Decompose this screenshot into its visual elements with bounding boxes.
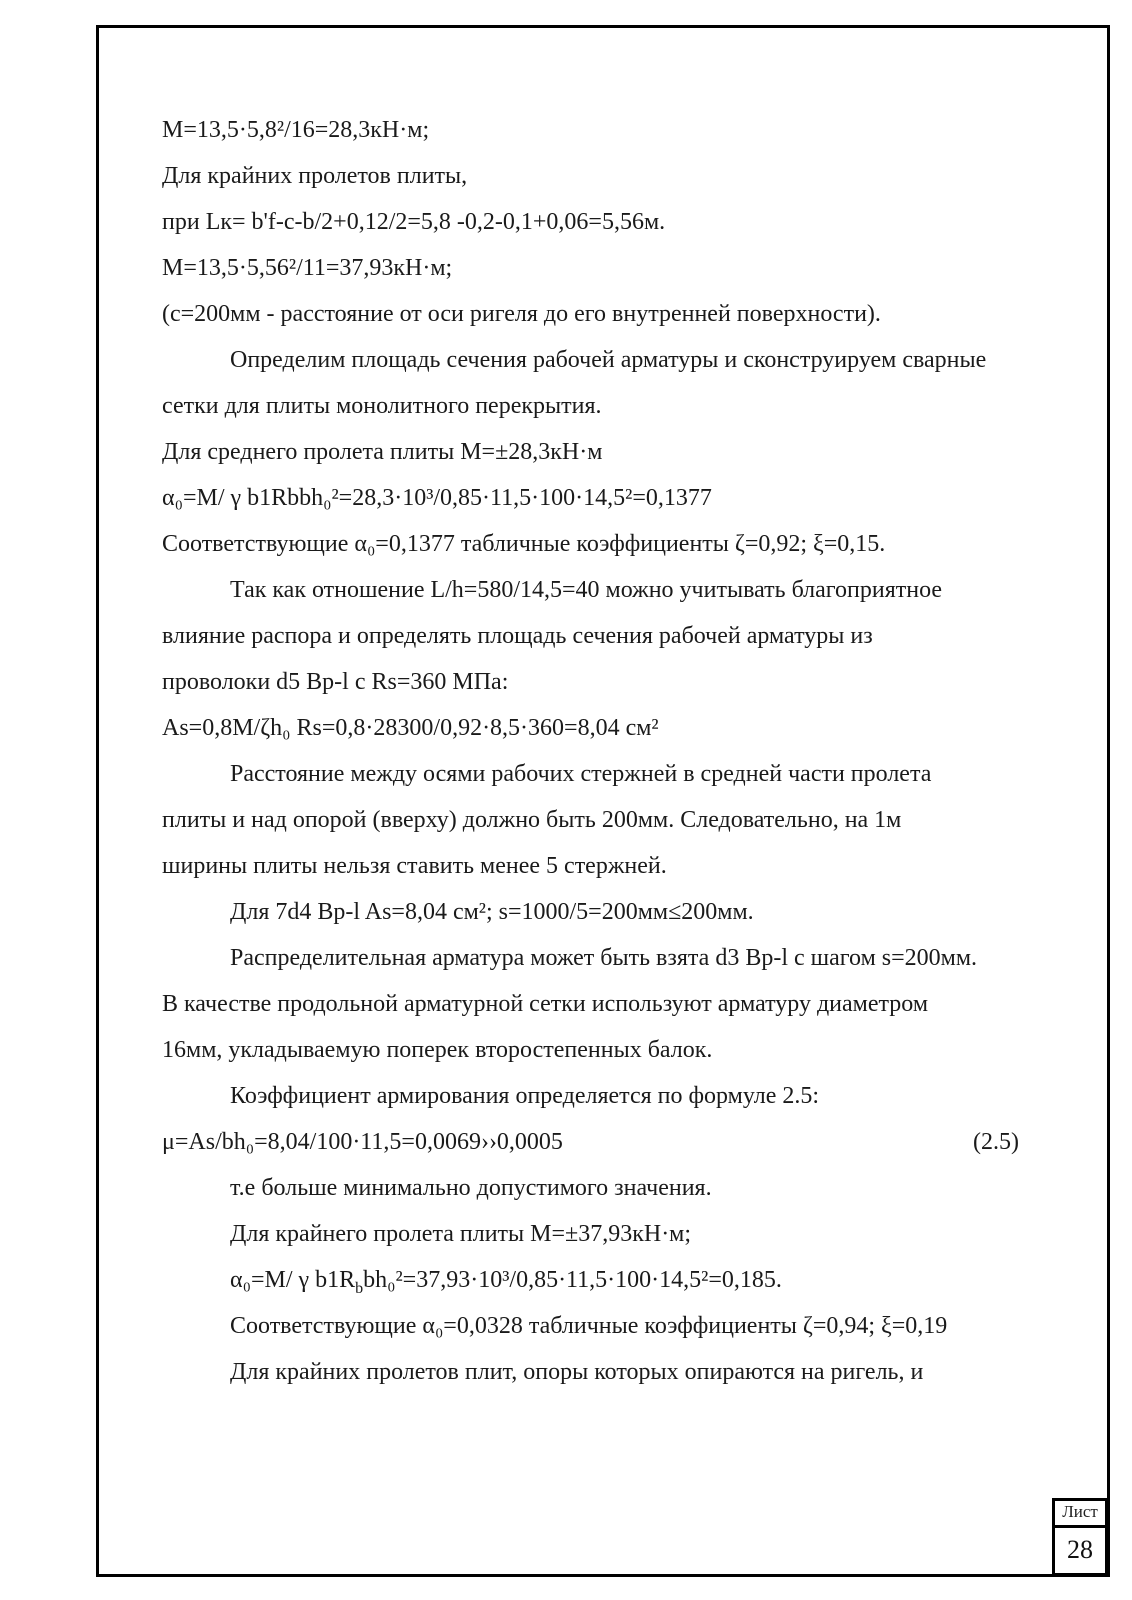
text-line: Для крайнего пролета плиты M=±37,93кН·м; bbox=[230, 1221, 692, 1247]
formula-line: α₀=M/ γ b1Rbbh₀²=28,3·10³/0,85·11,5·100·14,5²=0,1377 bbox=[162, 485, 712, 511]
text-line: сетки для плиты монолитного перекрытия. bbox=[162, 393, 602, 419]
sheet-label: Лист bbox=[1055, 1501, 1105, 1528]
equation-row bbox=[162, 1119, 1082, 1165]
text-line: Соответствующие α₀=0,0328 табличные коэффициенты ζ=0,94; ξ=0,19 bbox=[230, 1313, 948, 1339]
text-line: ширины плиты нельзя ставить менее 5 стержней. bbox=[162, 853, 667, 879]
formula-line: α₀=M/ γ $b1R_bbh_0^2=37,93\cdot 10^3/0,85\cdot 11,5\cdot 100\cdot 14,5^2=0,185$. bbox=[230, 1267, 782, 1297]
text-line: Распределительная арматура может быть взята d3 Bp-l с шагом s=200мм. bbox=[230, 945, 978, 971]
text-line: Для 7d4 Bp-l As=8,04 см²; s=1000/5=200мм≤200мм. bbox=[230, 899, 754, 925]
text-line: Расстояние между осями рабочих стержней в средней части пролета bbox=[230, 761, 932, 787]
text-line: т.е больше минимально допустимого значения. bbox=[230, 1175, 712, 1201]
text-line: Для крайних пролетов плит, опоры которых опираются на ригель, и bbox=[230, 1359, 924, 1385]
equation-number: (2.5) bbox=[973, 1129, 1019, 1155]
text-line: влияние распора и определять площадь сечения рабочей арматуры из bbox=[162, 623, 873, 649]
text-line: плиты и над опорой (вверху) должно быть 200мм. Следовательно, на 1м bbox=[162, 807, 902, 833]
text-line: при Lк= b'f-c-b/2+0,12/2=5,8 -0,2-0,1+0,06=5,56м. bbox=[162, 209, 666, 235]
text-line: Соответствующие α₀=0,1377 табличные коэффициенты ζ=0,92; ξ=0,15. bbox=[162, 531, 886, 557]
sheet-number-stamp bbox=[1052, 1498, 1108, 1576]
text-line: Для крайних пролетов плиты, bbox=[162, 163, 468, 189]
text-line: M=13,5·5,56²/11=37,93кН·м; bbox=[162, 255, 453, 281]
text-line: M=13,5·5,8²/16=28,3кН·м; bbox=[162, 117, 430, 143]
text-line: Коэффициент армирования определяется по формуле 2.5: bbox=[230, 1083, 820, 1109]
sheet-number: 28 bbox=[1067, 1535, 1093, 1564]
text-line: (c=200мм - расстояние от оси ригеля до его внутренней поверхности). bbox=[162, 301, 881, 327]
document-body bbox=[162, 107, 1082, 1395]
text-line: В качестве продольной арматурной сетки используют арматуру диаметром bbox=[162, 991, 929, 1017]
formula-line: As=0,8M/ζh₀ Rs=0,8·28300/0,92·8,5·360=8,04 см² bbox=[162, 715, 659, 741]
formula-line: μ=As/bh₀=8,04/100·11,5=0,0069››0,0005 bbox=[162, 1129, 563, 1155]
text-line: проволоки d5 Bp-l с Rs=360 МПа: bbox=[162, 669, 509, 695]
text-line: Для среднего пролета плиты M=±28,3кН·м bbox=[162, 439, 603, 465]
text-line: Так как отношение L/h=580/14,5=40 можно учитывать благоприятное bbox=[230, 577, 943, 603]
text-line: 16мм, укладываемую поперек второстепенных балок. bbox=[162, 1037, 713, 1063]
text-line: Определим площадь сечения рабочей арматуры и сконструируем сварные bbox=[230, 347, 987, 373]
